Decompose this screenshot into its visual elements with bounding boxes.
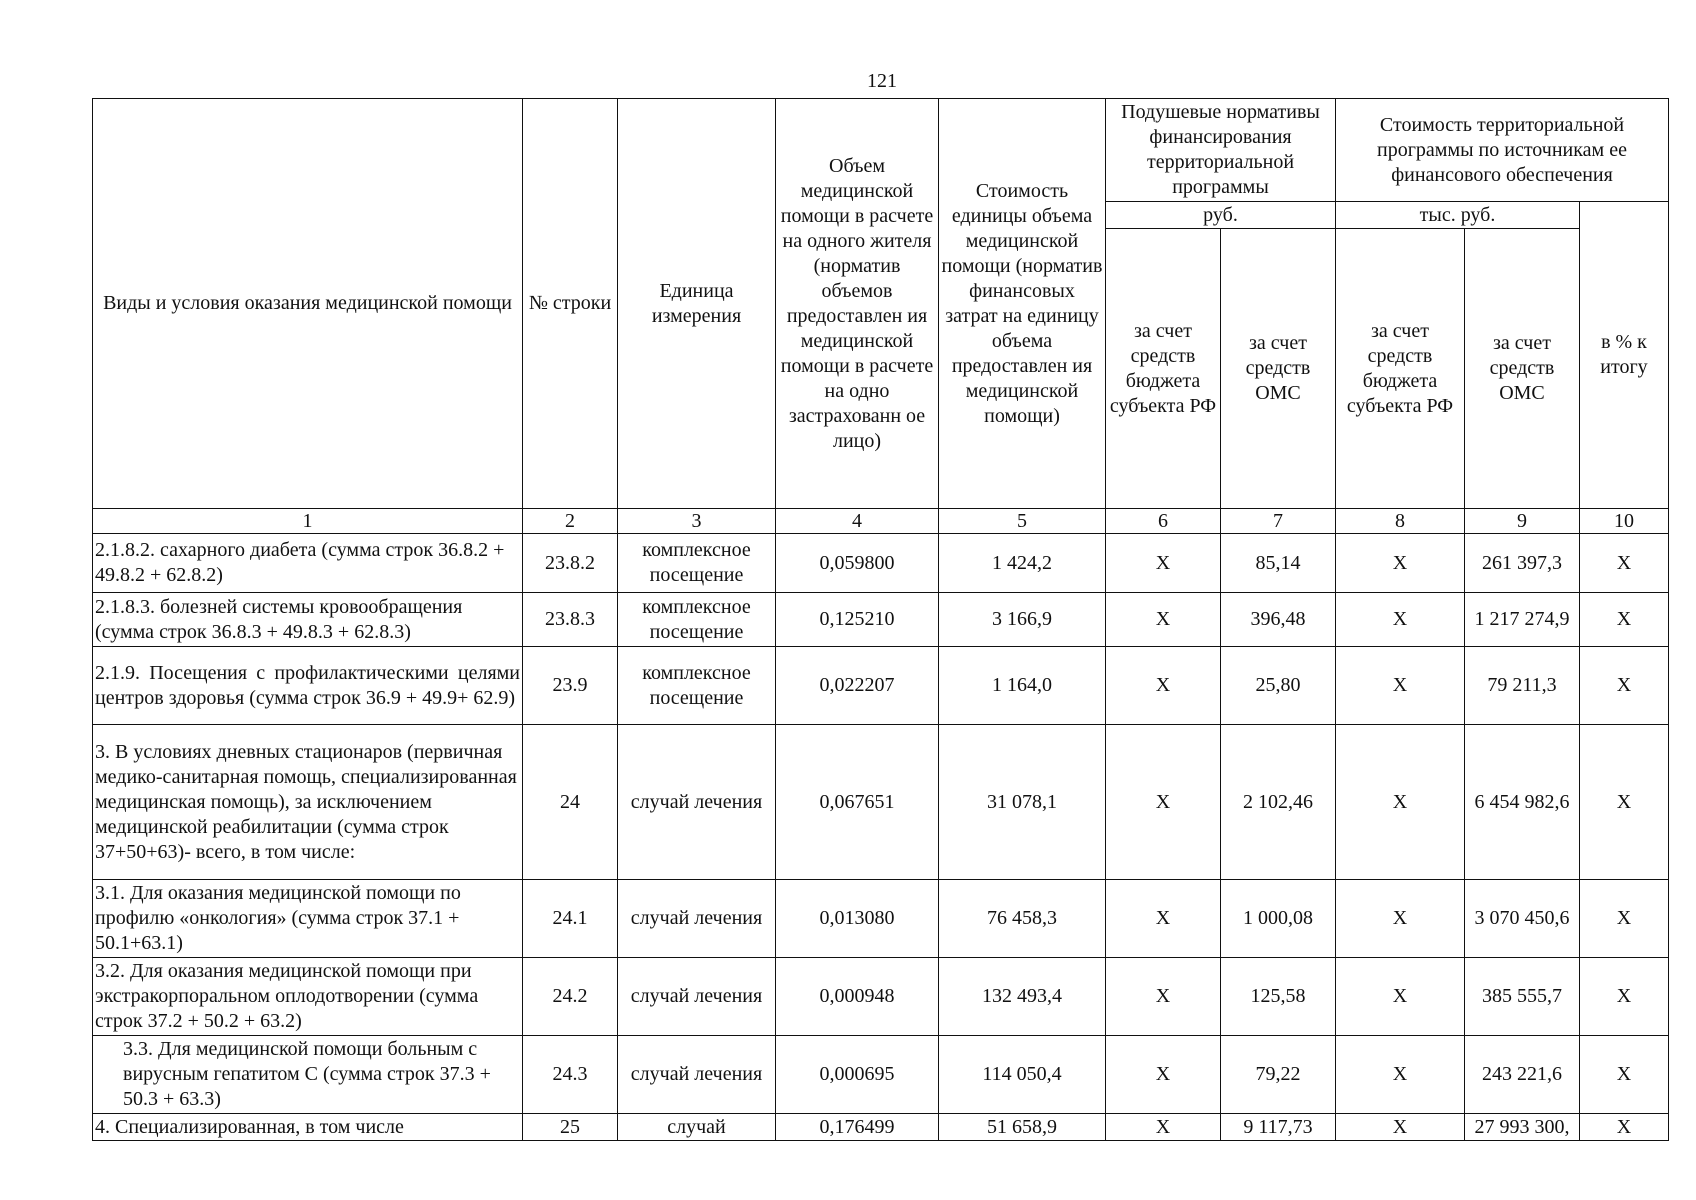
row-percent: Х [1580, 534, 1669, 593]
row-cost: 132 493,4 [939, 958, 1106, 1036]
row-unit: случай лечения [618, 725, 776, 880]
column-number: 3 [618, 509, 776, 534]
row-oms-thous: 1 217 274,9 [1465, 593, 1580, 647]
row-oms-thous: 27 993 300, [1465, 1114, 1580, 1141]
row-unit: комплексное посещение [618, 593, 776, 647]
row-budget-thous: Х [1336, 534, 1465, 593]
header-per-capita-normatives: Подушевые нормативы финансирования территориальной программы [1106, 99, 1336, 202]
header-percent-of-total: в % к итогу [1580, 202, 1669, 509]
row-budget-rub: Х [1106, 725, 1221, 880]
header-unit-thous-rub: тыс. руб. [1336, 202, 1580, 229]
column-number: 1 [93, 509, 523, 534]
row-volume: 0,067651 [776, 725, 939, 880]
row-volume: 0,125210 [776, 593, 939, 647]
page-number: 121 [867, 70, 897, 92]
row-unit: комплексное посещение [618, 647, 776, 725]
column-number: 5 [939, 509, 1106, 534]
row-name: 2.1.9. Посещения с профилактическими целями центров здоровья (сумма строк 36.9 + 49.9+ 62.9) [93, 647, 523, 725]
table-row [93, 1036, 1669, 1114]
row-name: 4. Специализированная, в том числе [93, 1114, 523, 1141]
row-cost: 31 078,1 [939, 725, 1106, 880]
row-budget-thous: Х [1336, 725, 1465, 880]
header-unit-cost: Стоимость единицы объема медицинской помощи (норматив финансовых затрат на единицу объема предоставлен ия медицинской помощи) [939, 99, 1106, 509]
row-line: 23.8.3 [523, 593, 618, 647]
row-budget-thous: Х [1336, 1036, 1465, 1114]
row-unit: комплексное посещение [618, 534, 776, 593]
row-volume: 0,176499 [776, 1114, 939, 1141]
row-oms-rub: 396,48 [1221, 593, 1336, 647]
row-line: 25 [523, 1114, 618, 1141]
row-volume: 0,013080 [776, 880, 939, 958]
row-cost: 1 164,0 [939, 647, 1106, 725]
row-oms-thous: 261 397,3 [1465, 534, 1580, 593]
column-number: 6 [1106, 509, 1221, 534]
header-unit-rub: руб. [1106, 202, 1336, 229]
row-oms-rub: 85,14 [1221, 534, 1336, 593]
row-volume: 0,022207 [776, 647, 939, 725]
header-oms-rub: за счет средств ОМС [1221, 229, 1336, 509]
financing-table [92, 98, 1669, 1141]
header-oms-thous: за счет средств ОМС [1465, 229, 1580, 509]
row-percent: Х [1580, 647, 1669, 725]
header-row-1 [93, 99, 1669, 202]
table-row [93, 647, 1669, 725]
column-number: 4 [776, 509, 939, 534]
row-budget-rub: Х [1106, 958, 1221, 1036]
row-percent: Х [1580, 1036, 1669, 1114]
row-budget-thous: Х [1336, 1114, 1465, 1141]
row-line: 24.1 [523, 880, 618, 958]
row-percent: Х [1580, 958, 1669, 1036]
row-percent: Х [1580, 880, 1669, 958]
row-unit: случай [618, 1114, 776, 1141]
column-number: 7 [1221, 509, 1336, 534]
table-row [93, 958, 1669, 1036]
row-line: 24.3 [523, 1036, 618, 1114]
row-name: 3.3. Для медицинской помощи больным с вирусным гепатитом С (сумма строк 37.3 + 50.3 + 63.3) [93, 1036, 523, 1114]
header-budget-rub: за счет средств бюджета субъекта РФ [1106, 229, 1221, 509]
header-unit: Единица измерения [618, 99, 776, 509]
row-oms-rub: 9 117,73 [1221, 1114, 1336, 1141]
row-oms-rub: 1 000,08 [1221, 880, 1336, 958]
row-oms-thous: 3 070 450,6 [1465, 880, 1580, 958]
row-percent: Х [1580, 593, 1669, 647]
table-row [93, 725, 1669, 880]
row-line: 24.2 [523, 958, 618, 1036]
row-budget-rub: Х [1106, 534, 1221, 593]
row-volume: 0,059800 [776, 534, 939, 593]
row-line: 23.9 [523, 647, 618, 725]
table-row [93, 1114, 1669, 1141]
row-volume: 0,000948 [776, 958, 939, 1036]
row-cost: 3 166,9 [939, 593, 1106, 647]
row-line: 24 [523, 725, 618, 880]
table-row [93, 534, 1669, 593]
row-name: 3.2. Для оказания медицинской помощи при экстракорпоральном оплодотворении (сумма строк 37.2 + 50.2 + 63.2) [93, 958, 523, 1036]
row-name: 2.1.8.2. сахарного диабета (сумма строк 36.8.2 + 49.8.2 + 62.8.2) [93, 534, 523, 593]
row-oms-thous: 385 555,7 [1465, 958, 1580, 1036]
row-oms-rub: 125,58 [1221, 958, 1336, 1036]
row-oms-thous: 79 211,3 [1465, 647, 1580, 725]
row-line: 23.8.2 [523, 534, 618, 593]
row-volume: 0,000695 [776, 1036, 939, 1114]
row-oms-rub: 2 102,46 [1221, 725, 1336, 880]
table-row [93, 593, 1669, 647]
header-budget-thous: за счет средств бюджета субъекта РФ [1336, 229, 1465, 509]
row-cost: 114 050,4 [939, 1036, 1106, 1114]
header-types: Виды и условия оказания медицинской помощи [93, 99, 523, 509]
row-budget-thous: Х [1336, 880, 1465, 958]
row-cost: 51 658,9 [939, 1114, 1106, 1141]
row-unit: случай лечения [618, 1036, 776, 1114]
row-percent: Х [1580, 725, 1669, 880]
row-budget-thous: Х [1336, 958, 1465, 1036]
column-number: 8 [1336, 509, 1465, 534]
row-budget-rub: Х [1106, 647, 1221, 725]
column-number: 2 [523, 509, 618, 534]
header-line-number: № строки [523, 99, 618, 509]
row-name: 3. В условиях дневных стационаров (первичная медико-санитарная помощь, специализированная медицинская помощь), за исключением медицинской реабилитации (сумма строк 37+50+63)- всего, в том числе: [93, 725, 523, 880]
header-volume: Объем медицинской помощи в расчете на одного жителя (норматив объемов предоставлен ия медицинской помощи в расчете на одно застрахованн ое лицо) [776, 99, 939, 509]
row-budget-thous: Х [1336, 647, 1465, 725]
row-oms-rub: 25,80 [1221, 647, 1336, 725]
column-number-row [93, 509, 1669, 534]
row-name: 3.1. Для оказания медицинской помощи по профилю «онкология» (сумма строк 37.1 + 50.1+63.1) [93, 880, 523, 958]
row-cost: 76 458,3 [939, 880, 1106, 958]
row-cost: 1 424,2 [939, 534, 1106, 593]
row-budget-rub: Х [1106, 880, 1221, 958]
column-number: 9 [1465, 509, 1580, 534]
row-budget-rub: Х [1106, 593, 1221, 647]
column-number: 10 [1580, 509, 1669, 534]
header-program-cost: Стоимость территориальной программы по источникам ее финансового обеспечения [1336, 99, 1669, 202]
row-unit: случай лечения [618, 880, 776, 958]
row-budget-rub: Х [1106, 1114, 1221, 1141]
row-oms-thous: 243 221,6 [1465, 1036, 1580, 1114]
row-name: 2.1.8.3. болезней системы кровообращения (сумма строк 36.8.3 + 49.8.3 + 62.8.3) [93, 593, 523, 647]
row-oms-thous: 6 454 982,6 [1465, 725, 1580, 880]
row-oms-rub: 79,22 [1221, 1036, 1336, 1114]
row-budget-rub: Х [1106, 1036, 1221, 1114]
row-unit: случай лечения [618, 958, 776, 1036]
table-row [93, 880, 1669, 958]
row-budget-thous: Х [1336, 593, 1465, 647]
row-percent: Х [1580, 1114, 1669, 1141]
